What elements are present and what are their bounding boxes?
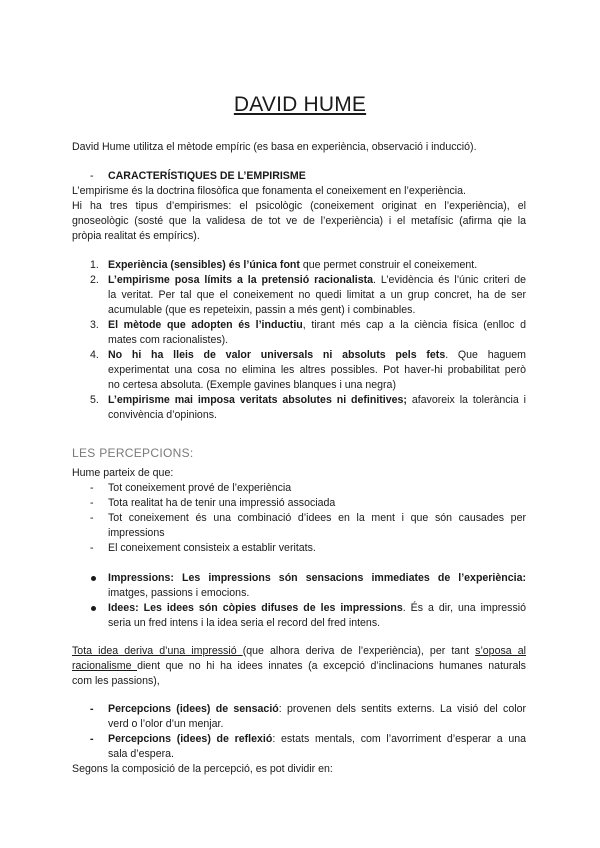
dash-marker: - — [90, 542, 94, 554]
list-number: 4. — [90, 349, 99, 361]
list-item-line: la veritat. Per tal que el coneixement no quedi limitat a un grup concret, ha de ser — [108, 289, 526, 301]
closing-text: Segons la composició de la percepció, es pot dividir en: — [72, 763, 333, 775]
bullet-item: Impressions: Les impressions són sensacions immediates de l’experiència: — [108, 572, 526, 584]
paragraph-line: gnoseològic (sosté que la validesa de tot ve de l’experiència) i el metafísic (afirma qie la — [72, 215, 526, 227]
dash-marker: - — [90, 482, 94, 494]
page-title: DAVID HUME — [233, 93, 367, 116]
type-item: Percepcions (idees) de reflexió: estats mentals, com l’avorriment d’esperar a una — [108, 733, 527, 745]
bullet-item: Idees: Les idees són còpies difuses de les impressions. És a dir, una impressió — [108, 602, 526, 614]
dash-marker: - — [90, 512, 94, 524]
bullet-item-line: imatges, passions i emocions. — [108, 587, 250, 599]
dash-item: El coneixement consisteix a establir veritats. — [108, 542, 316, 554]
dash-item-line: impressions — [108, 527, 165, 539]
type-item-line: sala d’espera. — [108, 748, 174, 760]
dash-item: Tot coneixement és una combinació d’idees en la ment i que són causades per — [108, 512, 526, 524]
bullet-item-line: seria un fred intens i la idea seria el record del fred intens. — [108, 617, 381, 629]
list-item: L’empirisme mai imposa veritats absolutes ni definitives; afavoreix la tolerància i — [108, 394, 527, 406]
list-item: No hi ha lleis de valor universals ni absoluts pels fets. Que haguem — [108, 349, 526, 361]
paragraph-idea: Tota idea deriva d’una impressió (que alhora deriva de l’experiència), per tant s’oposa al — [72, 645, 527, 657]
dash-item: Tota realitat ha de tenir una impressió associada — [108, 497, 336, 509]
paragraph-line: pròpia realitat és empírics). — [72, 230, 200, 242]
section-heading-percepcions: LES PERCEPCIONS: — [72, 446, 194, 460]
list-item: L’empirisme posa límits a la pretensió racionalista. L’evidència és l’únic criteri de — [108, 274, 526, 286]
type-item-line: verd o l’olor d’un menjar. — [108, 718, 224, 730]
list-item: Experiència (sensibles) és l’única font que permet construir el coneixement. — [108, 259, 478, 271]
list-item-line: no certesa absoluta. (Exemple gavines blanques i una negra) — [108, 379, 396, 391]
paragraph-line: racionalisme dient que no hi ha idees innates (a excepció d’inclinacions humanes naturals — [72, 660, 526, 672]
paragraph-definition: L’empirisme és la doctrina filosòfica que fonamenta el coneixement en l’experiència. — [72, 185, 466, 197]
list-item: El mètode que adopten és l’inductiu, tirant més cap a la ciència física (enlloc d — [108, 319, 526, 331]
dash-marker: - — [90, 703, 94, 715]
paragraph-line: Hi ha tres tipus d’empirismes: el psicològic (coneixement originat en l’experiència), el — [72, 200, 526, 212]
dash-item: Tot coneixement prové de l’experiència — [108, 482, 292, 494]
type-item: Percepcions (idees) de sensació: provenen dels sentits externs. La visió del color — [108, 703, 526, 715]
dash-marker: - — [90, 497, 94, 509]
perceptions-lead: Hume parteix de que: — [72, 467, 174, 479]
list-item-line: convivència d’opinions. — [108, 409, 217, 421]
list-item-line: mates com racionalistes). — [108, 334, 229, 346]
section-heading-empirisme: CARACTERÍSTIQUES DE L’EMPIRISME — [108, 170, 306, 182]
list-number: 5. — [90, 394, 99, 406]
bullet-dot — [91, 606, 96, 611]
bullet-dot — [91, 576, 96, 581]
paragraph-line: com les passions), — [72, 675, 160, 687]
list-item-line: acumulable (que es repeteixin, passin a més gent) i combinables. — [108, 304, 416, 316]
list-number: 1. — [90, 259, 99, 271]
list-item-line: experimentat una cosa no elimina les altres possibles. Pot haver-hi probabilitat però — [108, 364, 526, 376]
list-number: 2. — [90, 274, 99, 286]
dash-marker: - — [90, 733, 94, 745]
heading-dash: - — [90, 170, 94, 182]
list-number: 3. — [90, 319, 99, 331]
intro-text: David Hume utilitza el mètode empíric (es basa en experiència, observació i inducció). — [72, 141, 477, 153]
